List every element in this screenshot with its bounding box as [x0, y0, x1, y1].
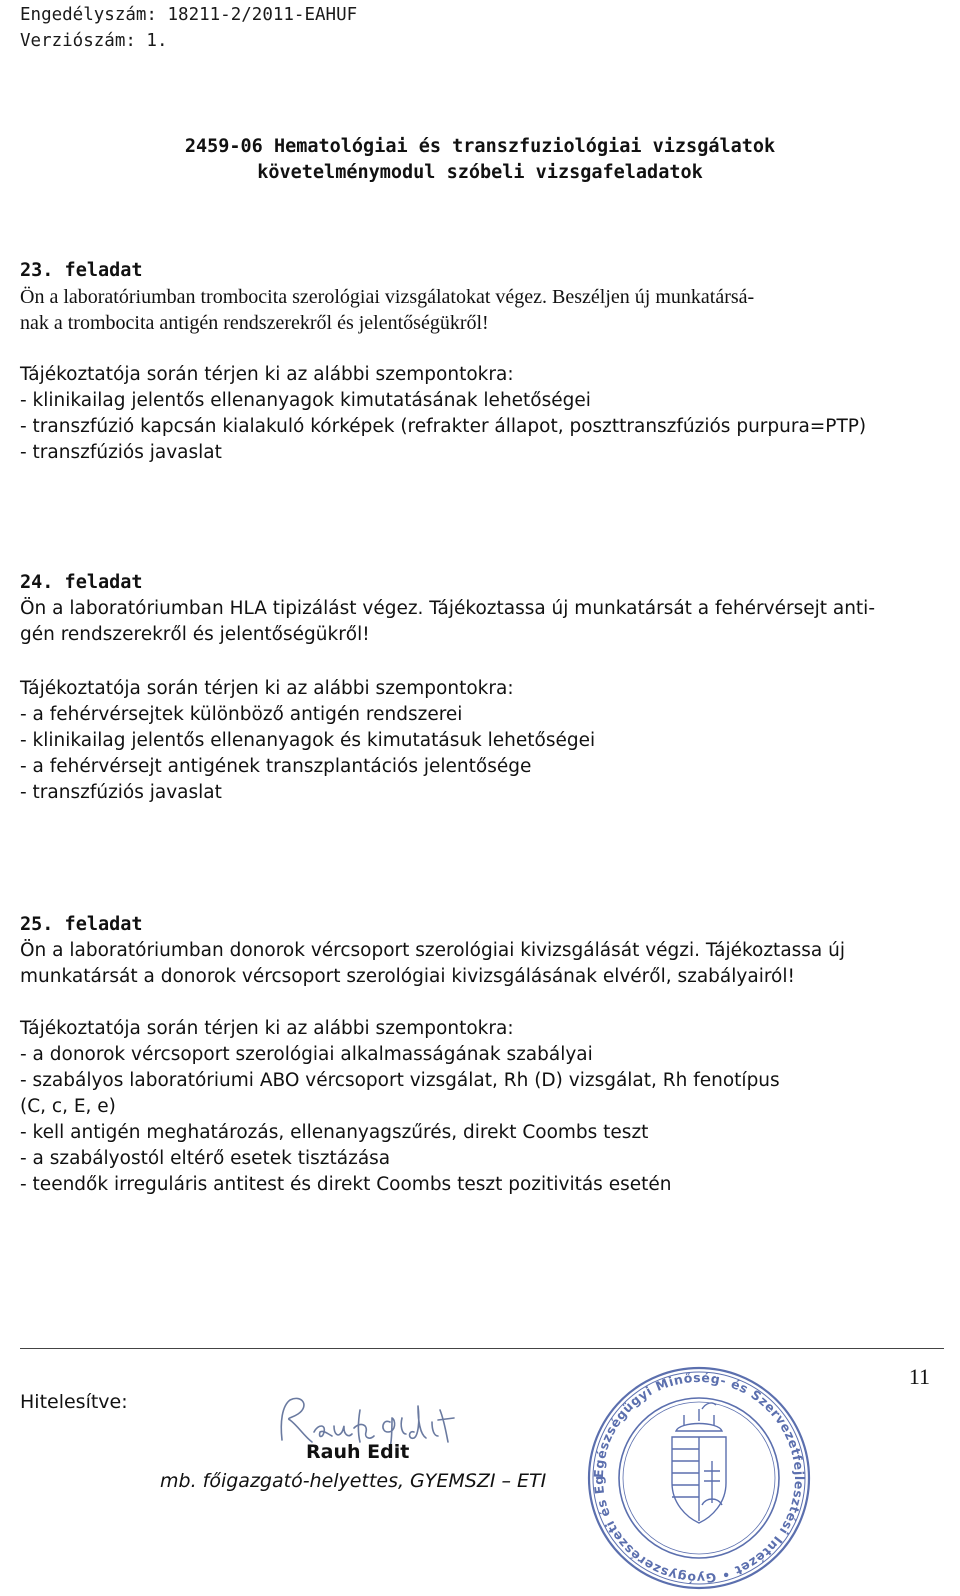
task-intro-line: Ön a laboratóriumban donorok vércsoport szerológiai kivizsgálását végzi. Tájékoztassa új — [20, 940, 846, 961]
task-point: - klinikailag jelentős ellenanyagok és kimutatásuk lehetőségei — [20, 730, 596, 751]
task-point: (C, c, E, e) — [20, 1096, 116, 1117]
document-title-line1: 2459-06 Hematológiai és transzfuziológiai vizsgálatok — [184, 136, 776, 157]
footer-divider — [20, 1348, 944, 1349]
task-intro-line: munkatársát a donorok vércsoport szerológiai kivizsgálásának elvéről, szabályairól! — [20, 966, 795, 987]
task-guide: Tájékoztatója során térjen ki az alábbi szempontokra: — [20, 1018, 514, 1039]
seal-text: Egészségügyi Minőség- és Szervezetfejlesztési Intézet • Gyógyszerészeti és Eg — [590, 1369, 808, 1587]
task-point: - teendők irreguláris antitest és direkt Coombs teszt pozitivitás esetén — [20, 1174, 672, 1195]
version-number: Verziószám: 1. — [20, 31, 168, 51]
signer-role: mb. főigazgató-helyettes, GYEMSZI – ETI — [160, 1470, 547, 1492]
task-guide: Tájékoztatója során térjen ki az alábbi szempontokra: — [20, 364, 514, 385]
task-intro-line: Ön a laboratóriumban trombocita szerológiai vizsgálatokat végez. Beszéljen új munkatársá- — [20, 286, 755, 308]
task-heading: 25. feladat — [20, 914, 143, 935]
task-point: - szabályos laboratóriumi ABO vércsoport vizsgálat, Rh (D) vizsgálat, Rh fenotípus — [20, 1070, 780, 1091]
task-point: - kell antigén meghatározás, ellenanyagszűrés, direkt Coombs teszt — [20, 1122, 649, 1143]
task-point: - a szabályostól eltérő esetek tisztázása — [20, 1148, 391, 1169]
page-number: 11 — [908, 1364, 930, 1389]
task-point: - a fehérvérsejtek különböző antigén rendszerei — [20, 704, 463, 725]
task-intro-line: gén rendszerekről és jelentőségükről! — [20, 624, 370, 645]
task-point: - klinikailag jelentős ellenanyagok kimutatásának lehetőségei — [20, 390, 591, 411]
task-intro-line: nak a trombocita antigén rendszerekről és jelentőségükről! — [20, 312, 489, 334]
task-intro-line: Ön a laboratóriumban HLA tipizálást végez. Tájékoztassa új munkatársát a fehérvérsejt anti- — [20, 598, 875, 619]
task-point: - transzfúziós javaslat — [20, 442, 222, 463]
task-heading: 24. feladat — [20, 572, 143, 593]
license-number: Engedélyszám: 18211-2/2011-EAHUF — [20, 5, 358, 25]
task-heading: 23. feladat — [20, 260, 143, 281]
task-point: - a donorok vércsoport szerológiai alkalmasságának szabályai — [20, 1044, 593, 1065]
task-point: - transzfúzió kapcsán kialakuló kórképek (refrakter állapot, poszttranszfúziós purpura=PTP) — [20, 416, 867, 437]
task-point: - a fehérvérsejt antigének transzplantációs jelentősége — [20, 756, 532, 777]
authenticated-label: Hitelesítve: — [20, 1391, 128, 1413]
task-point: - transzfúziós javaslat — [20, 782, 222, 803]
signer-name: Rauh Edit — [306, 1441, 410, 1463]
document-title-line2: követelménymodul szóbeli vizsgafeladatok — [257, 162, 703, 183]
official-seal — [584, 1365, 814, 1596]
task-guide: Tájékoztatója során térjen ki az alábbi szempontokra: — [20, 678, 514, 699]
